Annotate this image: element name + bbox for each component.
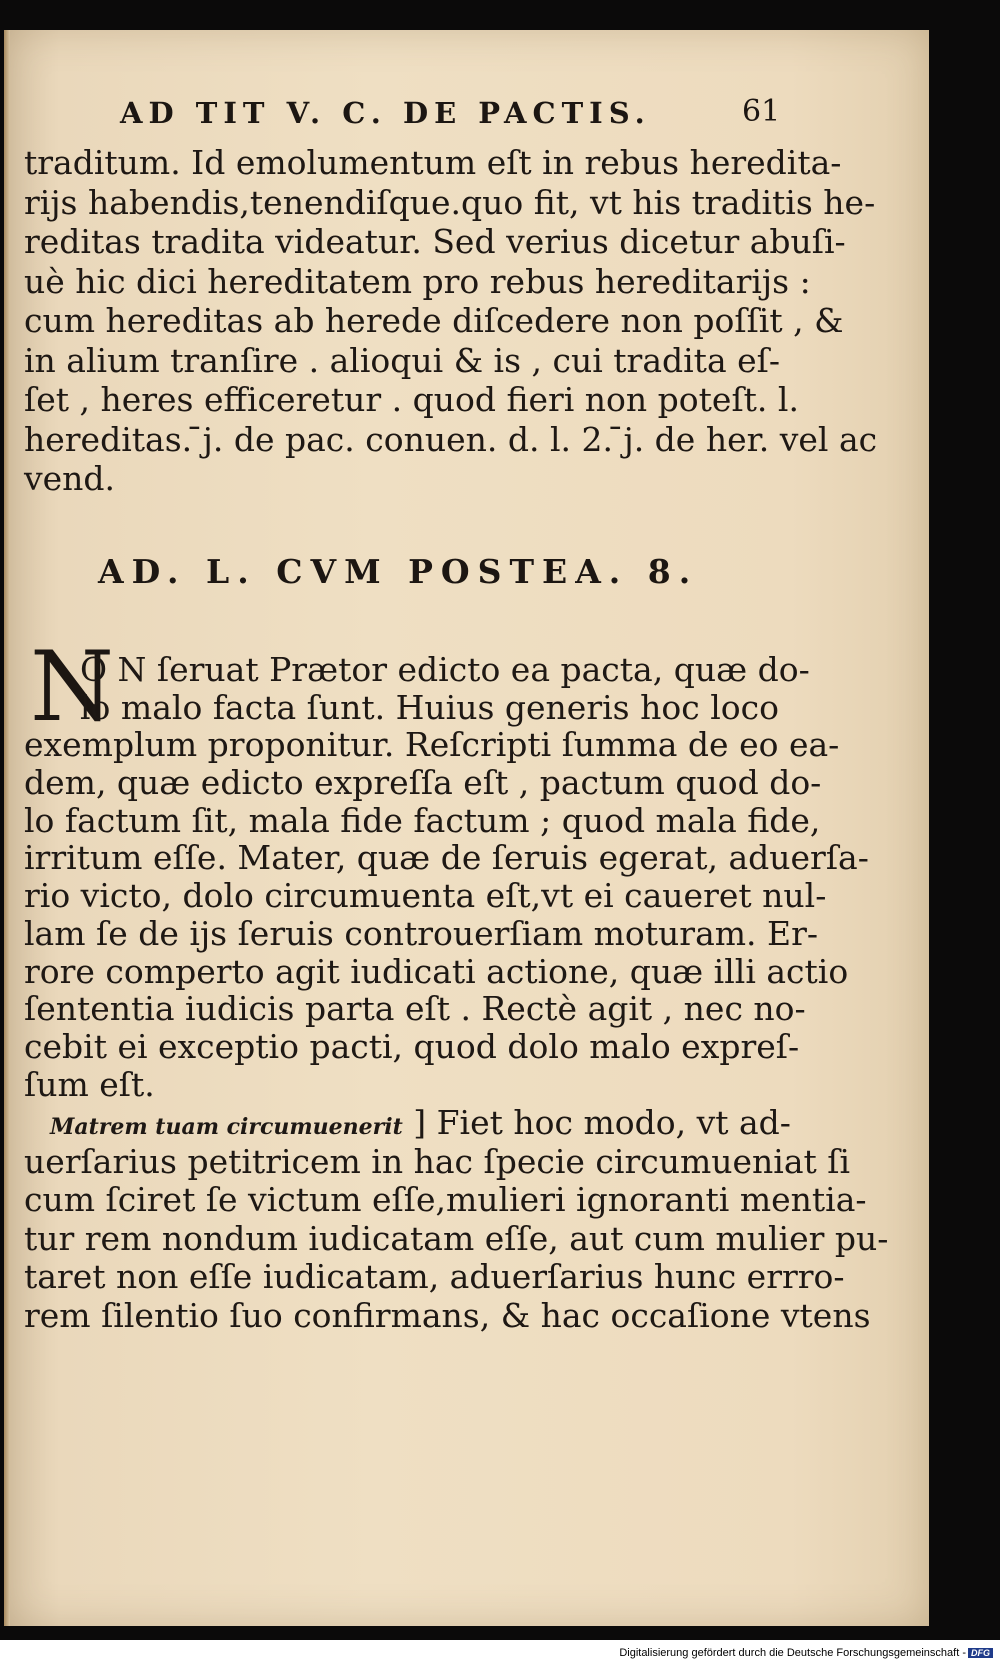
credit-text: Digitalisierung gefördert durch die Deutsche Forschungsgemeinschaft - xyxy=(619,1647,966,1659)
text-line: exemplum proponitur. Reſcripti ſumma de eo ea- xyxy=(24,725,840,765)
text-line: cum ſciret ſe victum eſſe,mulieri ignoranti mentia- xyxy=(24,1180,867,1220)
text-line: cebit ei exceptio pacti, quod dolo malo expreſ- xyxy=(24,1026,800,1066)
text-line: O N ſeruat Prætor edicto ea pacta, quæ do- xyxy=(80,650,810,689)
text-line: taret non eſſe iudicatam, aduerſarius hunc errro- xyxy=(24,1257,845,1297)
text-line: in alium tranſire . alioqui & is , cui tradita eſ- xyxy=(24,340,781,380)
text-line: ſententia iudicis parta eſt . Rectè agit , nec no- xyxy=(24,989,806,1029)
text-line: lo factum ſit, mala fide factum ; quod mala fide, xyxy=(24,800,821,840)
text-line: lo malo facta ſunt. Huius generis hoc loco xyxy=(80,687,779,727)
text-line: lam ſe de ijs ſeruis controuerſiam moturam. Er- xyxy=(24,913,819,953)
text-line: cum hereditas ab herede diſcedere non poſſit , & xyxy=(24,301,844,340)
lemma-continuation: ] Fiet hoc modo, vt ad- xyxy=(413,1103,791,1142)
drop-capital: N xyxy=(30,631,114,743)
text-line: traditum. Id emolumentum eſt in rebus heredita- xyxy=(24,143,842,182)
text-line: rore comperto agit iudicati actione, quæ illi actio xyxy=(24,951,849,991)
text-line: dem, quæ edicto expreſſa eſt , pactum quod do- xyxy=(24,763,822,803)
text-line: irritum eſſe. Mater, quæ de ſeruis egerat, aduerſa- xyxy=(24,838,869,878)
text-line: reditas tradita videatur. Sed verius dicetur abuſi- xyxy=(24,222,846,261)
text-line: rem ſilentio ſuo confirmans, & hac occaſione vtens xyxy=(24,1295,871,1335)
page-number: 61 xyxy=(742,94,781,129)
text-line: uè hic dici hereditatem pro rebus hereditarijs : xyxy=(24,261,811,301)
text-line: ſet , heres efficeretur . quod fieri non poteſt. l. xyxy=(24,380,799,419)
dfg-logo: DFG xyxy=(968,1648,993,1658)
paragraph-main xyxy=(24,650,869,1104)
digitization-credit xyxy=(619,1647,993,1659)
commentary-paragraph xyxy=(24,1103,889,1336)
paragraph-continuation xyxy=(24,143,878,499)
text-line: rijs habendis,tenendiſque.quo fit, vt his traditis he- xyxy=(24,182,876,222)
text-line: vend. xyxy=(24,459,116,498)
section-heading: AD. L. CVM POSTEA. 8. xyxy=(98,552,699,591)
text-line: tur rem nondum iudicatam eſſe, aut cum mulier pu- xyxy=(24,1218,889,1258)
lemma: Matrem tuam circumuenerit xyxy=(50,1114,403,1140)
text-line: ſum eſt. xyxy=(24,1064,155,1104)
text-line: rio victo, dolo circumuenta eſt,vt ei caueret nul- xyxy=(24,876,827,916)
text-line: hereditas. ̄j. de pac. conuen. d. l. 2. ̄j. de her. vel ac xyxy=(24,419,878,459)
text-line: uerſarius petitricem in hac ſpecie circumueniat ſi xyxy=(24,1141,851,1181)
running-title: AD TIT V. C. DE PACTIS. xyxy=(120,96,651,130)
page-edge xyxy=(4,30,10,1626)
lemma-line xyxy=(24,1103,791,1143)
